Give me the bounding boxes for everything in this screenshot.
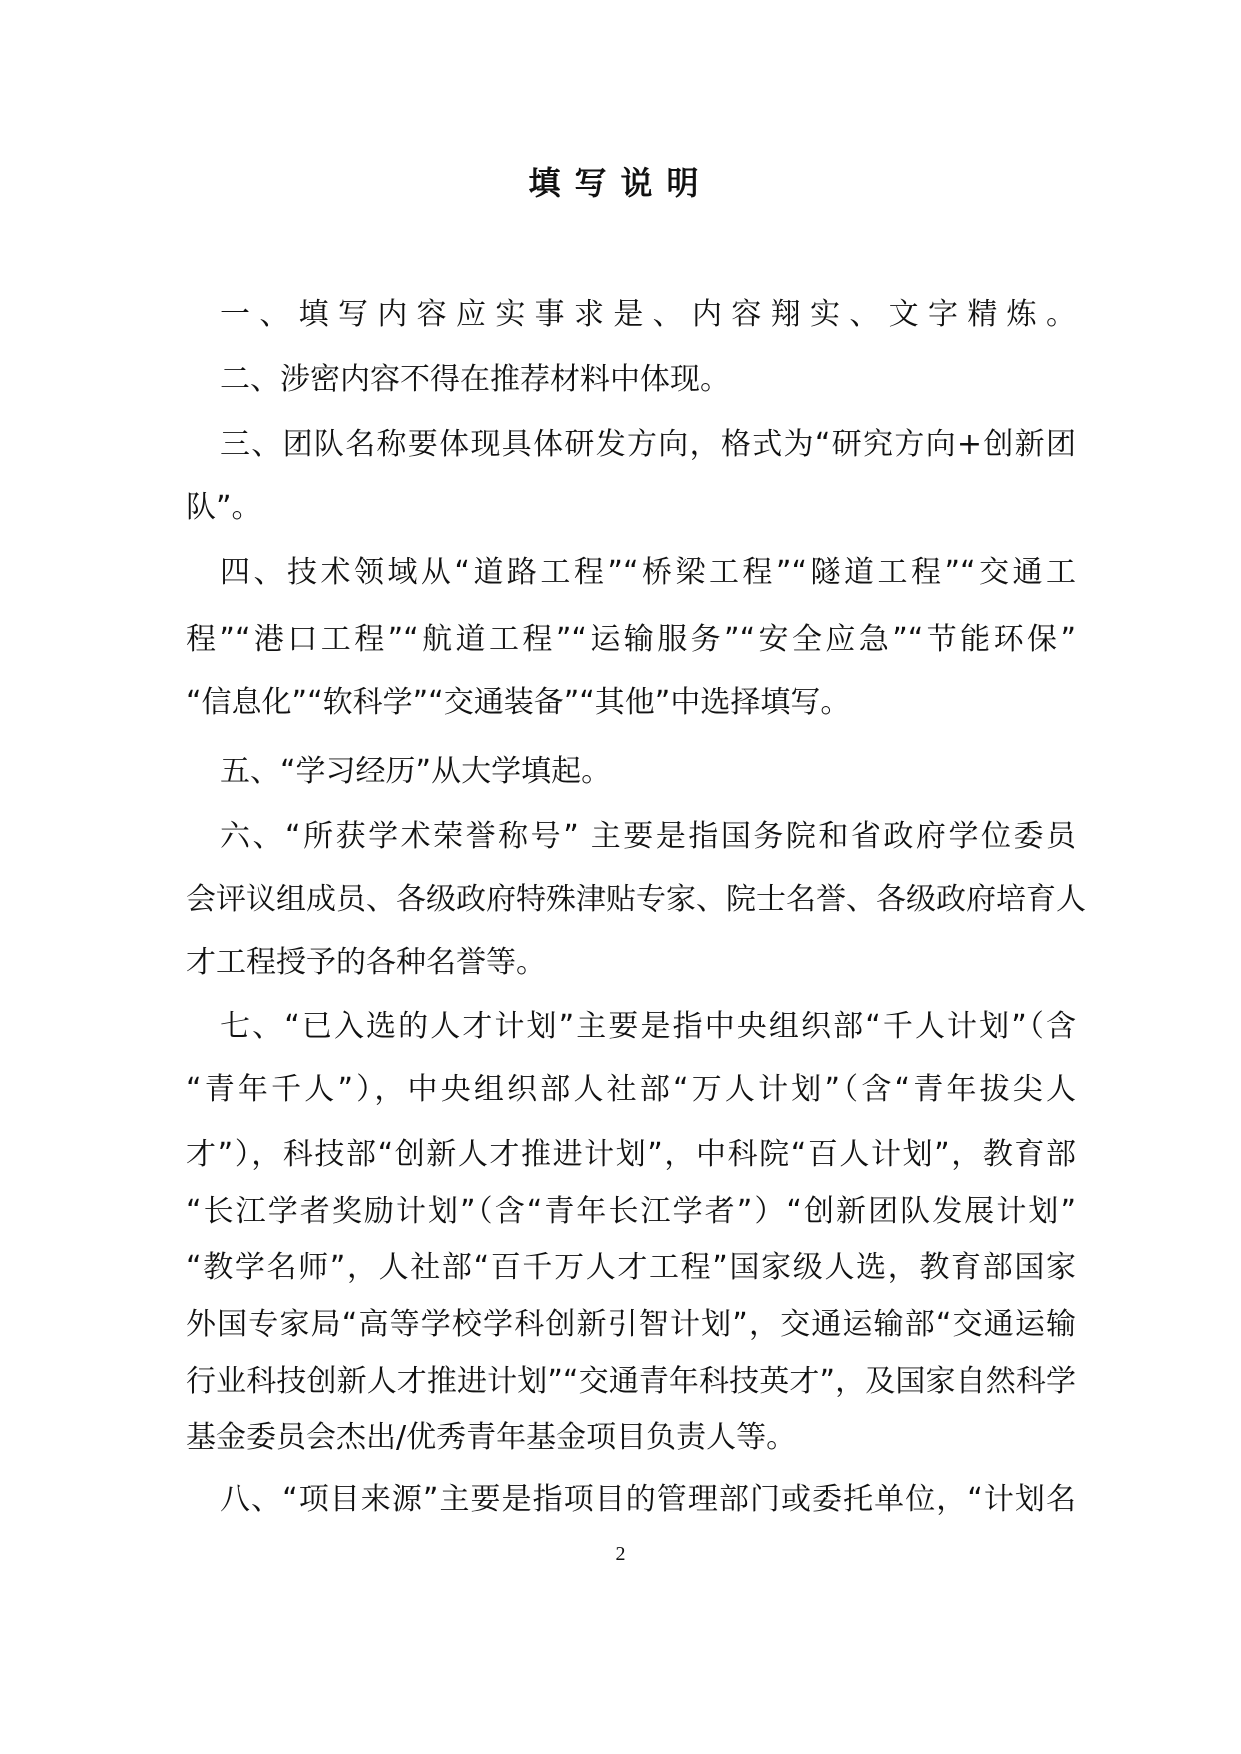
paragraph-4-line-1: 四、技术领域从“道路工程”“桥梁工程”“隧道工程”“交通工 [220,555,1076,590]
paragraph-7-line-1: 七、“已入选的人才计划”主要是指中央组织部“千人计划”（含 [220,1009,1076,1044]
paragraph-8-line-1: 八、“项目来源”主要是指项目的管理部门或委托单位，“计划名 [220,1482,1076,1517]
paragraph-7-line-7: 行业科技创新人才推进计划”“交通青年科技英才”，及国家自然科学 [186,1364,1076,1399]
paragraph-5-line-1: 五、“学习经历”从大学填起。 [220,754,612,789]
paragraph-4-line-3: “信息化”“软科学”“交通装备”“其他”中选择填写。 [186,685,851,720]
paragraph-7-line-6: 外国专家局“高等学校学科创新引智计划”，交通运输部“交通运输 [186,1307,1076,1342]
paragraph-6-line-2: 会评议组成员、各级政府特殊津贴专家、院士名誉、各级政府培育人 [186,882,1086,917]
paragraph-3-line-2: 队”。 [186,490,262,525]
paragraph-2-line-1: 二、涉密内容不得在推荐材料中体现。 [220,362,730,397]
paragraph-7-line-8: 基金委员会杰出/优秀青年基金项目负责人等。 [186,1420,797,1455]
paragraph-7-line-3: 才”），科技部“创新人才推进计划”，中科院“百人计划”，教育部 [186,1137,1076,1172]
paragraph-6-line-3: 才工程授予的各种名誉等。 [186,945,546,980]
paragraph-4-line-2: 程”“港口工程”“航道工程”“运输服务”“安全应急”“节能环保” [186,622,1076,657]
paragraph-7-line-4: “长江学者奖励计划”（含“青年长江学者”）“创新团队发展计划” [186,1194,1076,1229]
page-number: 2 [615,1543,626,1565]
paragraph-6-line-1: 六、“所获学术荣誉称号” 主要是指国务院和省政府学位委员 [220,819,1076,854]
paragraph-3-line-1: 三、团队名称要体现具体研发方向，格式为“研究方向+创新团 [220,427,1076,462]
paragraph-1-line-1: 一、填写内容应实事求是、内容翔实、文字精炼。 [220,297,1076,332]
paragraph-7-line-2: “青年千人”），中央组织部人社部“万人计划”（含“青年拔尖人 [186,1072,1076,1107]
paragraph-7-line-5: “教学名师”，人社部“百千万人才工程”国家级人选，教育部国家 [186,1250,1076,1285]
document-title: 填写说明 [528,164,713,202]
